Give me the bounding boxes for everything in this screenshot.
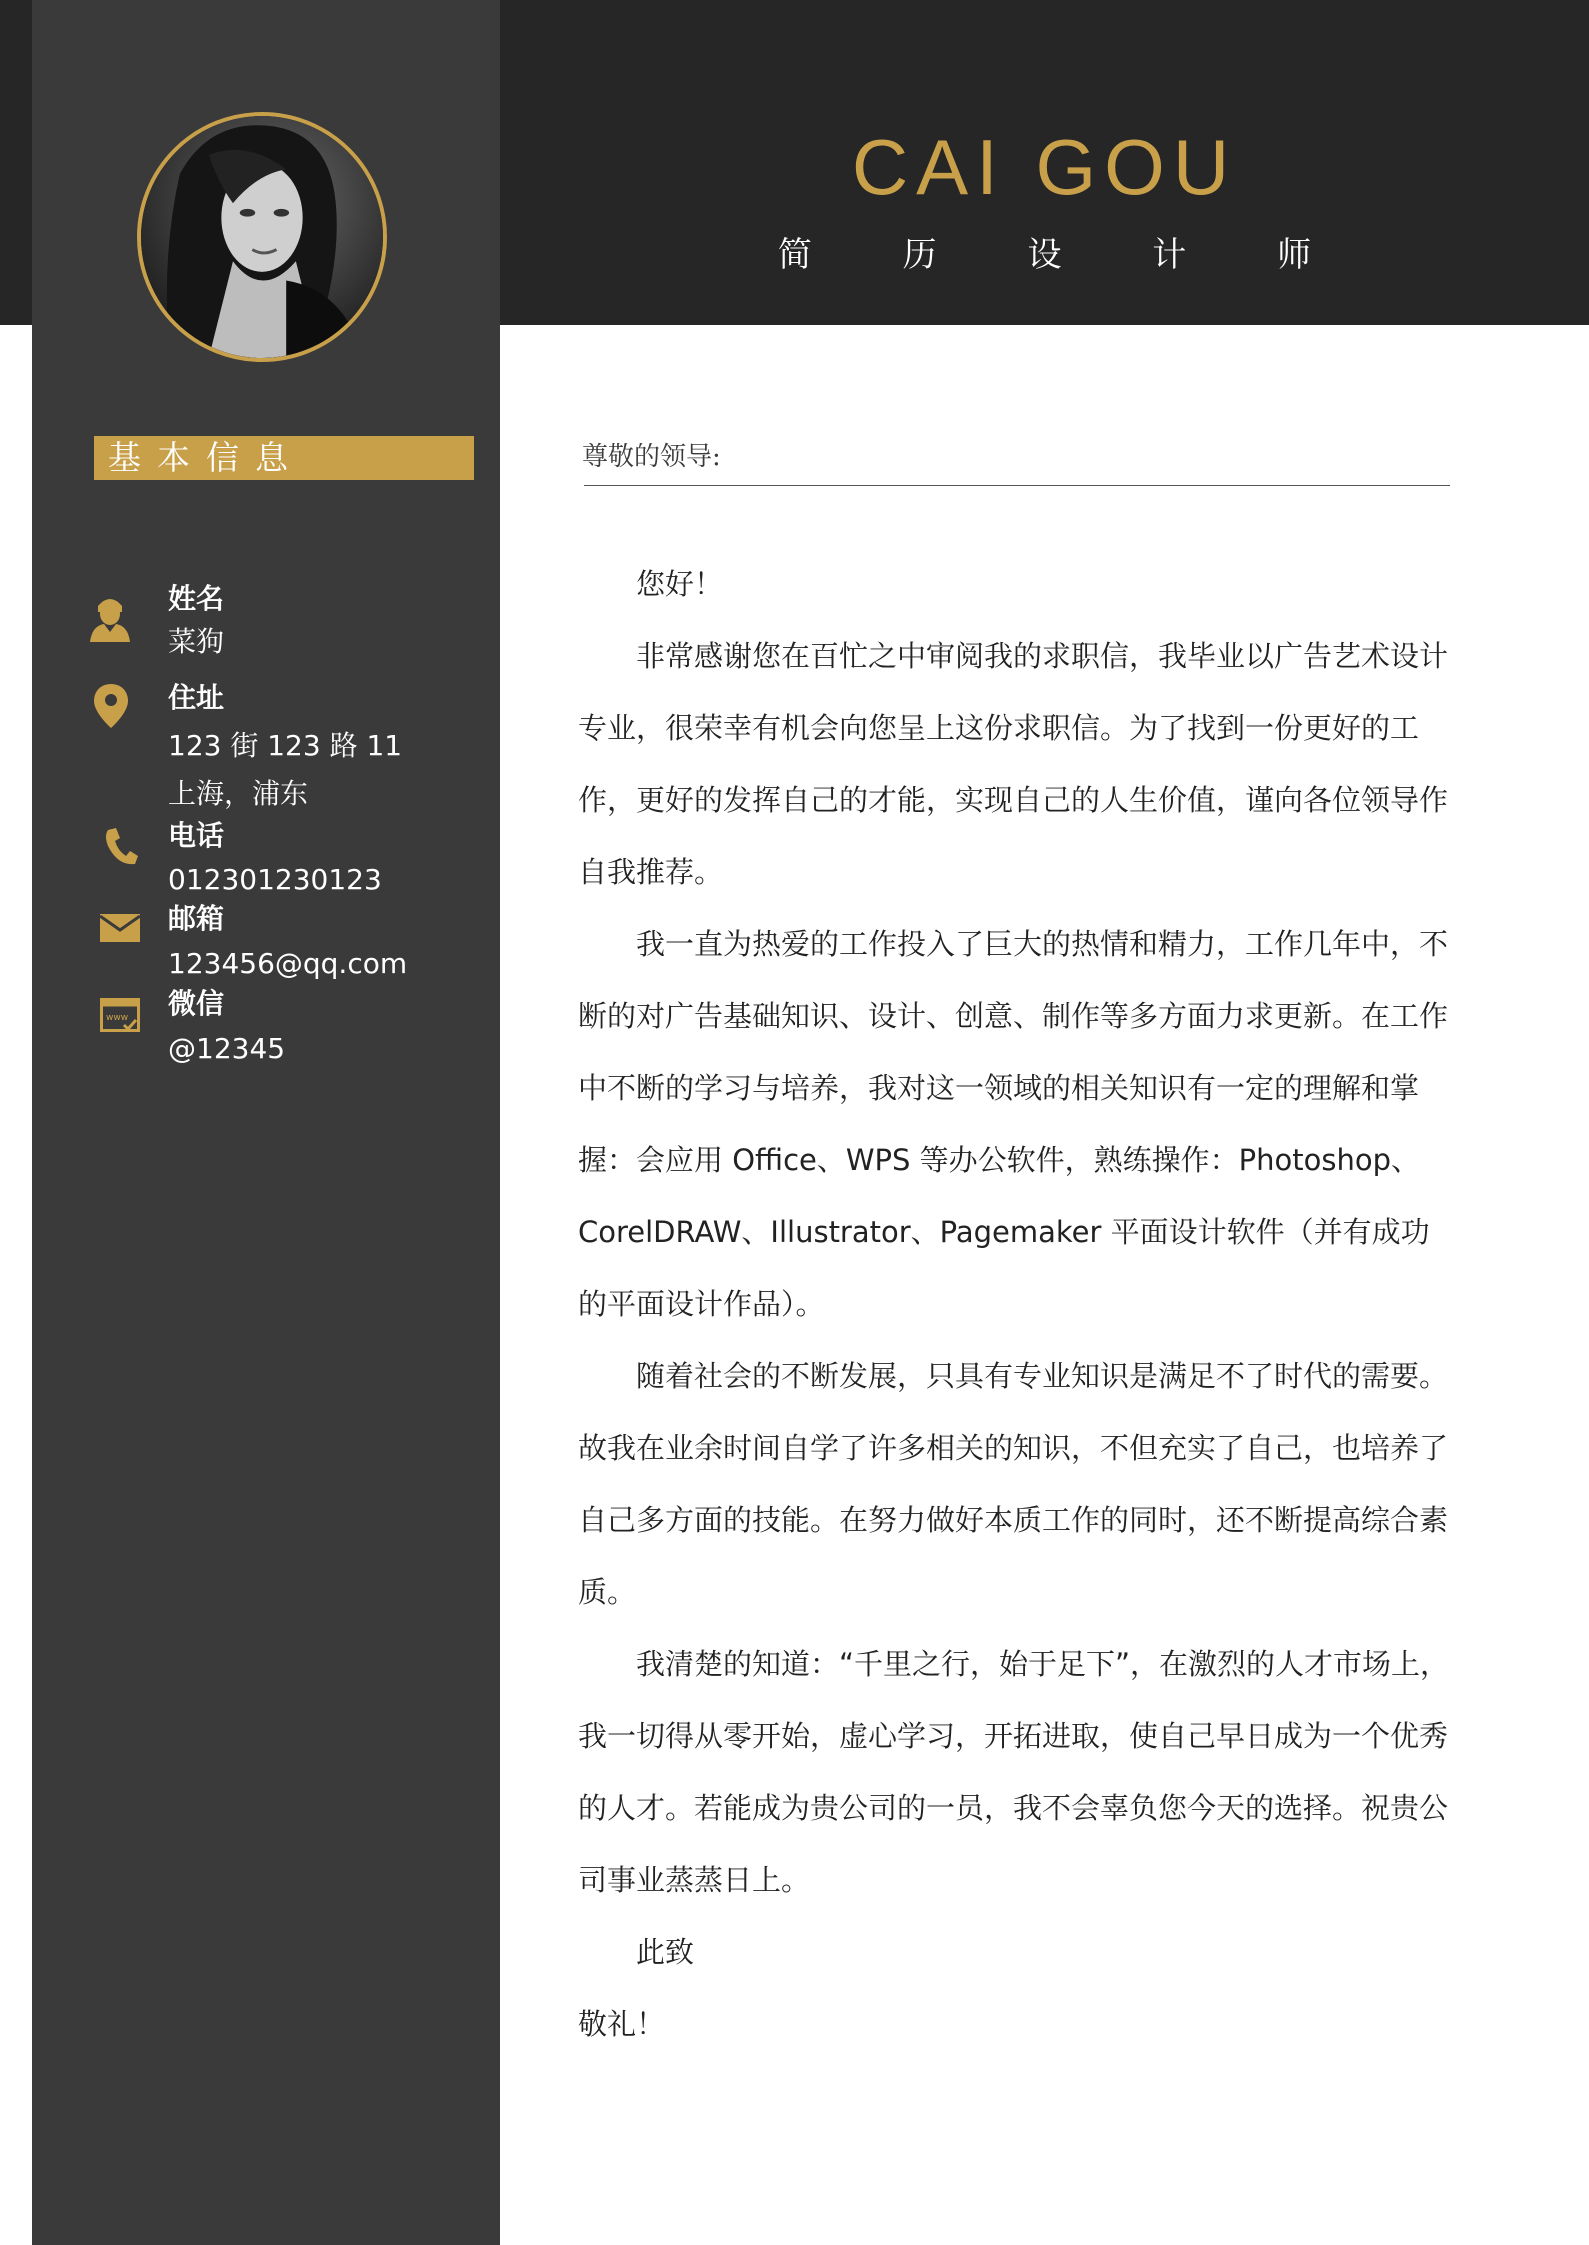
- web-icon: [100, 998, 140, 1034]
- phone-icon: [104, 826, 138, 866]
- letter-greeting: 尊敬的领导:: [582, 442, 721, 472]
- section-title-basic-info: 基本信息: [94, 436, 474, 480]
- envelope-icon: [100, 914, 140, 942]
- profile-photo: [137, 112, 387, 362]
- info-value-address-line1: 123 街 123 路 11: [168, 729, 403, 762]
- letter-paragraph-intro: 非常感谢您在百忙之中审阅我的求职信，我毕业以广告艺术设计专业，很荣幸有机会向您呈上这份求职信。为了找到一份更好的工作，更好的发挥自己的才能，实现自己的人生价值，谨向各位领导作自我推荐。: [578, 639, 1449, 889]
- location-pin-icon: [94, 684, 128, 728]
- letter-paragraph-goal: 我清楚的知道：“千里之行，始于足下”，在激烈的人才市场上，我一切得从零开始，虚心学习，开拓进取，使自己早日成为一个优秀的人才。若能成为贵公司的一员，我不会辜负您今天的选择。祝贵公司事业蒸蒸日上。: [578, 1647, 1450, 1897]
- letter-body: [578, 548, 1458, 2060]
- info-value-name: 菜狗: [168, 625, 225, 658]
- info-label-address: 住址: [168, 681, 225, 714]
- info-label-wechat: 微信: [168, 987, 225, 1020]
- greeting-divider: [584, 485, 1450, 486]
- info-value-email: 123456@qq.com: [168, 947, 408, 980]
- info-label-name: 姓名: [168, 582, 225, 615]
- letter-paragraph-growth: 随着社会的不断发展，只具有专业知识是满足不了时代的需要。故我在业余时间自学了许多相关的知识，不但充实了自己，也培养了自己多方面的技能。在努力做好本质工作的同时，还不断提高综合素质。: [578, 1359, 1449, 1609]
- job-title: 简 历 设 计 师: [777, 235, 1352, 275]
- info-value-address-line2: 上海，浦东: [168, 777, 309, 810]
- info-label-email: 邮箱: [168, 902, 225, 935]
- svg-text:www: www: [106, 1013, 129, 1023]
- letter-paragraph-skills: 我一直为热爱的工作投入了巨大的热情和精力，工作几年中，不断的对广告基础知识、设计、创意、制作等多方面力求更新。在工作中不断的学习与培养，我对这一领域的相关知识有一定的理解和掌握：会应用 Office、WPS 等办公软件，熟练操作：Photoshop、CorelDRAW、Illustrator、Pagemaker 平面设计软件（并有成功的平面设计作品）。: [578, 927, 1449, 1321]
- info-label-phone: 电话: [168, 819, 225, 852]
- letter-paragraph-hello: 您好！: [636, 567, 724, 601]
- letter-closing: 敬礼！: [578, 2007, 666, 2041]
- resume-name: CAI GOU: [851, 123, 1238, 211]
- person-icon: [86, 592, 134, 642]
- letter-paragraph-regards: 此致: [636, 1935, 695, 1969]
- info-value-phone: 012301230123: [168, 863, 382, 896]
- info-value-wechat: @12345: [168, 1032, 286, 1065]
